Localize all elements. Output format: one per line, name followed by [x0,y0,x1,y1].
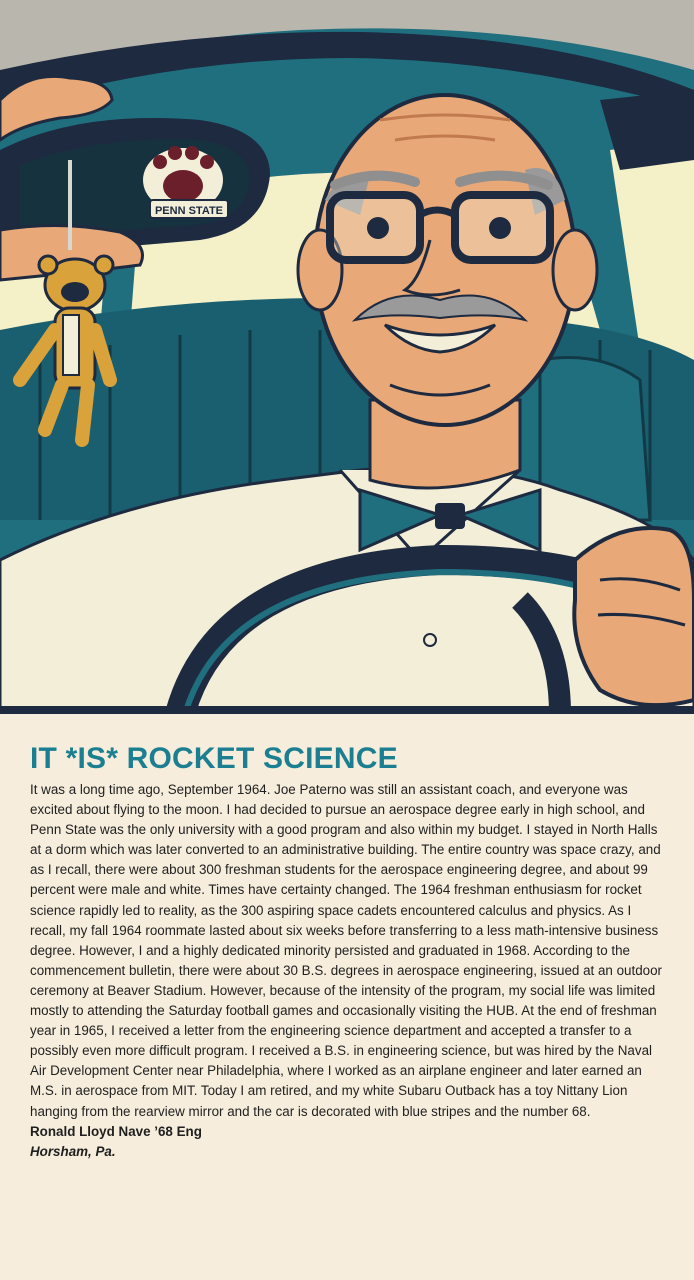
article-headline: IT *IS* ROCKET SCIENCE [30,742,398,775]
article-body: It was a long time ago, September 1964. Joe Paterno was still an assistant coach, and everyone was excited about flying to the moon. I had decided to pursue an aerospace degree early in high school, and Penn State was the only university with a good program and also within my budget. I stayed in North Halls at a dorm which was later converted to an administrative building. The entire country was space crazy, and as I recall, there were about 300 freshman students for the aerospace engineering degree, and about 99 percent were male and white. Times have certainty changed. The 1964 freshman enthusiasm for rocket science rapidly led to reality, as the 300 aspiring space cadets encountered calculus and physics. As I recall, my fall 1964 roommate lasted about six weeks before transferring to a less math-intensive business degree. However, I and a highly dedicated minority persisted and graduated in 1968. According to the commencement bulletin, there were about 30 B.S. degrees in aerospace engineering, issued at an outdoor ceremony at Beaver Stadium. However, because of the intensity of the program, my social life was limited mostly to attending the Saturday football games and occasionally visiting the HUB. At the end of freshman year in 1965, I received a letter from the engineering science department and accepted a transfer to a possibly even more difficult program. I received a B.S. in engineering science, but was hired by the Naval Air Development Center near Philadelphia, where I worked as an airplane engineer and later earned an M.S. in aerospace from MIT. Today I am retired, and my white Subaru Outback has a toy Nittany Lion hanging from the rearview mirror and the car is decorated with blue stripes and the number 68. [30,782,662,1119]
article [30,742,670,1162]
author-name: Ronald Lloyd Nave ’68 Eng [30,1123,202,1139]
mirror-decal-text: PENN STATE [154,205,224,217]
author-location: Horsham, Pa. [30,1143,116,1159]
